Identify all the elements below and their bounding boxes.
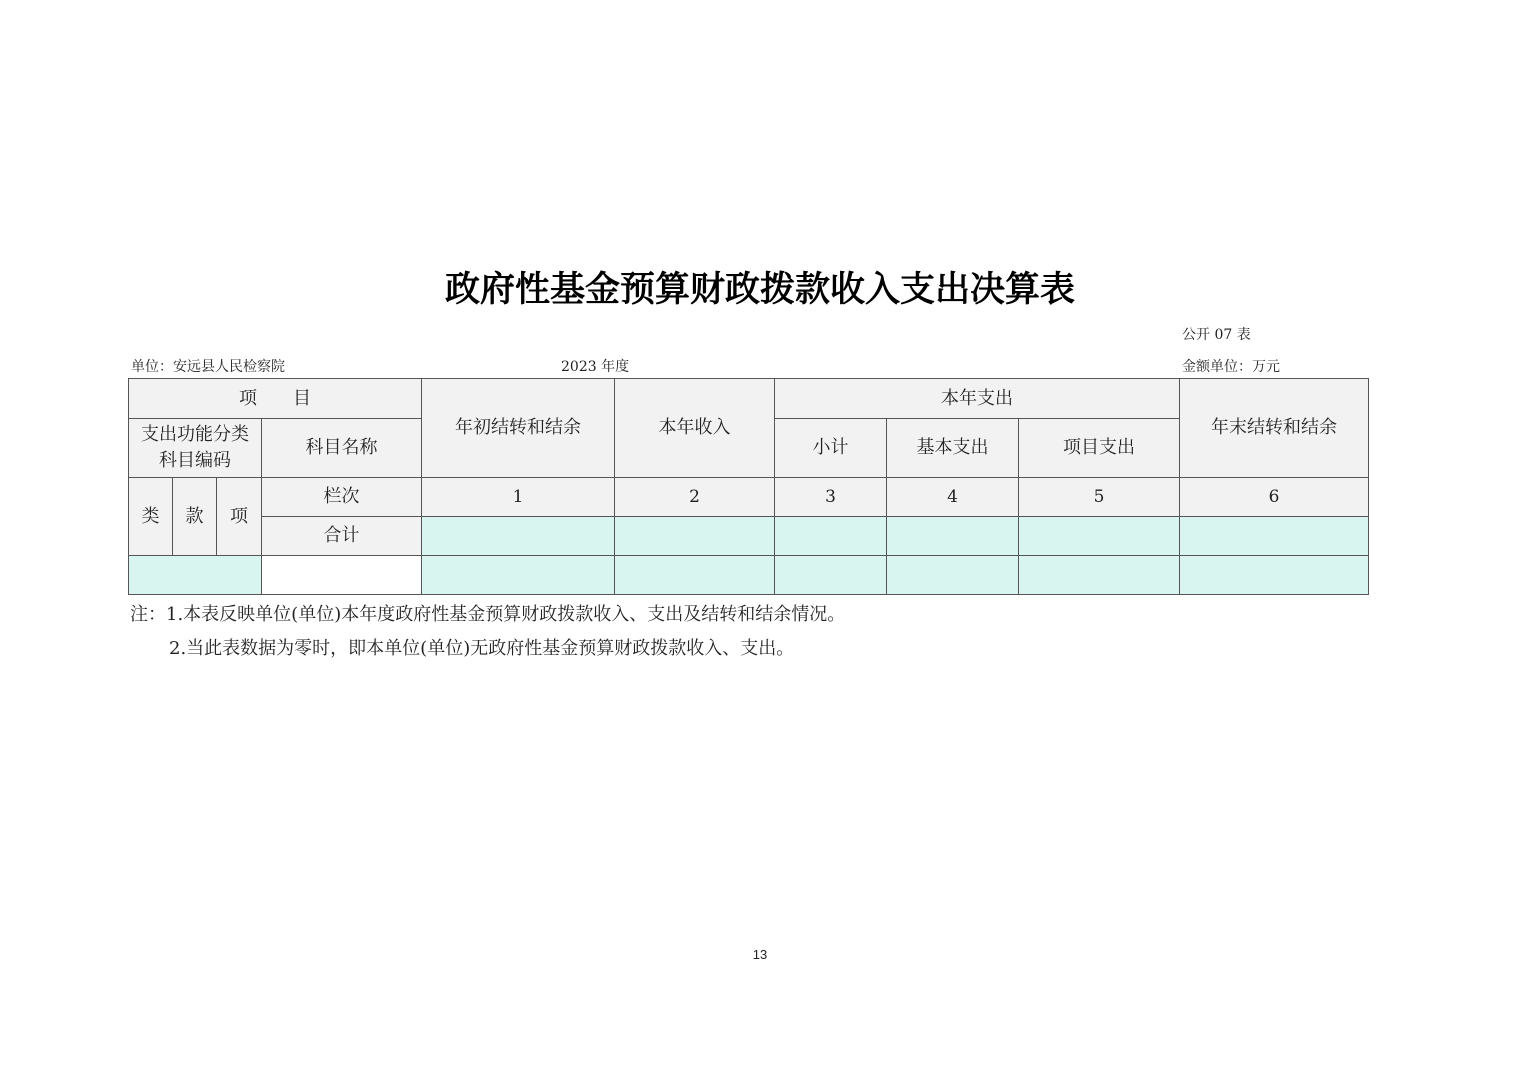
- table-code: 公开 07 表: [1182, 327, 1251, 343]
- header-closing-balance: 年末结转和结余: [1180, 379, 1369, 478]
- header-lei: 类: [129, 478, 173, 556]
- header-basic-expense: 基本支出: [887, 419, 1019, 478]
- header-kuan: 款: [173, 478, 217, 556]
- year-label: 2023 年度: [561, 359, 630, 375]
- data-subject-cell: [262, 556, 422, 595]
- page-number: 13: [752, 947, 768, 962]
- budget-table: [128, 378, 1369, 595]
- total-cell: [1180, 517, 1369, 556]
- note-1: 注：1.本表反映单位(单位)本年度政府性基金预算财政拨款收入、支出及结转和结余情况。: [130, 604, 846, 625]
- column-number: 2: [615, 478, 775, 517]
- page-title: 政府性基金预算财政拨款收入支出决算表: [444, 269, 1075, 310]
- data-cell: [775, 556, 887, 595]
- data-cell: [887, 556, 1019, 595]
- data-code-cell: [129, 556, 262, 595]
- column-number: 4: [887, 478, 1019, 517]
- header-project-expense: 项目支出: [1019, 419, 1180, 478]
- header-column-no: 栏次: [262, 478, 422, 517]
- total-row-label: 合计: [262, 517, 422, 556]
- total-cell: [615, 517, 775, 556]
- column-number: 6: [1180, 478, 1369, 517]
- header-xiang: 项: [217, 478, 262, 556]
- data-cell: [615, 556, 775, 595]
- header-subject-name: 科目名称: [262, 419, 422, 478]
- column-number: 5: [1019, 478, 1180, 517]
- total-cell: [422, 517, 615, 556]
- total-cell: [887, 517, 1019, 556]
- header-subtotal: 小计: [775, 419, 887, 478]
- column-number: 3: [775, 478, 887, 517]
- header-item: 项 目: [129, 379, 422, 419]
- header-opening-balance: 年初结转和结余: [422, 379, 615, 478]
- header-func-code: 支出功能分类科目编码: [129, 419, 262, 478]
- column-number: 1: [422, 478, 615, 517]
- data-cell: [1019, 556, 1180, 595]
- total-cell: [775, 517, 887, 556]
- total-cell: [1019, 517, 1180, 556]
- unit-label: 单位：安远县人民检察院: [131, 359, 285, 375]
- header-current-expense: 本年支出: [775, 379, 1180, 419]
- header-current-income: 本年收入: [615, 379, 775, 478]
- data-cell: [1180, 556, 1369, 595]
- data-cell: [422, 556, 615, 595]
- amount-unit-label: 金额单位：万元: [1182, 359, 1280, 375]
- note-2: 2.当此表数据为零时，即本单位(单位)无政府性基金预算财政拨款收入、支出。: [169, 638, 795, 659]
